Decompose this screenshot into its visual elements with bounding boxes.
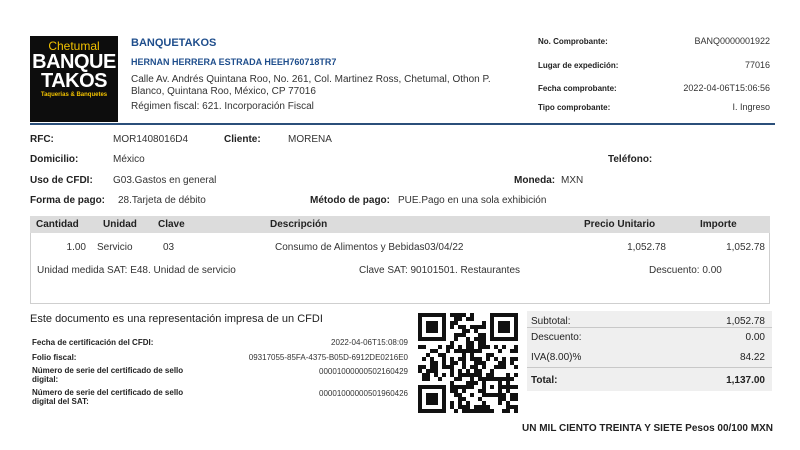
fecha-certificacion-label: Fecha de certificación del CFDI: bbox=[32, 338, 154, 347]
col-unidad: Unidad bbox=[103, 219, 137, 230]
uso-cfdi-value: G03.Gastos en general bbox=[113, 175, 217, 186]
metodo-pago-value: PUE.Pago en una sola exhibición bbox=[398, 195, 547, 206]
totals-panel bbox=[527, 311, 772, 391]
serie-sello-value: 00001000000502160429 bbox=[319, 367, 408, 376]
serie-sello-label: Número de serie del certificado de sello digital: bbox=[32, 366, 184, 384]
logo-line-2: BANQUE bbox=[32, 51, 116, 73]
metodo-pago-label: Método de pago: bbox=[310, 195, 390, 206]
iva-label: IVA(8.00)% bbox=[531, 352, 582, 363]
lugar-value: 77016 bbox=[744, 60, 770, 70]
logo-line-1: Chetumal bbox=[48, 39, 100, 53]
row-unidad-sat: Unidad medida SAT: E48. Unidad de servicio bbox=[37, 265, 236, 276]
uso-cfdi-label: Uso de CFDI: bbox=[30, 175, 93, 186]
subtotal-label: Subtotal: bbox=[531, 316, 571, 327]
domicilio-label: Domicilio: bbox=[30, 154, 79, 165]
tipo-comprobante-value: I. Ingreso bbox=[732, 102, 770, 112]
cliente-value: MORENA bbox=[288, 134, 332, 145]
col-importe: Importe bbox=[700, 219, 737, 230]
company-title: BANQUETAKOS bbox=[131, 37, 217, 49]
row-descuento: Descuento: 0.00 bbox=[649, 265, 722, 276]
subtotal-value: 1,052.78 bbox=[726, 316, 765, 327]
fecha-certificacion-value: 2022-04-06T15:08:09 bbox=[331, 338, 408, 347]
domicilio-value: México bbox=[113, 154, 145, 165]
iva-value: 84.22 bbox=[739, 352, 765, 363]
lugar-label: Lugar de expedición: bbox=[538, 61, 619, 70]
row-precio: 1,052.78 bbox=[627, 242, 666, 253]
totals-divider bbox=[527, 367, 772, 368]
row-clave: 03 bbox=[163, 242, 175, 253]
company-regimen: Régimen fiscal: 621. Incorporación Fiscal bbox=[131, 101, 314, 112]
company-logo bbox=[30, 36, 118, 122]
serie-sat-value: 00001000000501960426 bbox=[319, 389, 408, 398]
col-cantidad: Cantidad bbox=[36, 219, 79, 230]
row-descripcion: Consumo de Alimentos y Bebidas03/04/22 bbox=[275, 242, 464, 253]
col-clave: Clave bbox=[158, 219, 185, 230]
comprobante-value: BANQ0000001922 bbox=[694, 36, 770, 46]
items-table-header bbox=[30, 216, 770, 233]
folio-fiscal-label: Folio fiscal: bbox=[32, 353, 77, 362]
folio-fiscal-value: 09317055-85FA-4375-B05D-6912DE0216E0 bbox=[248, 353, 408, 362]
row-clave-sat: Clave SAT: 90101501. Restaurantes bbox=[359, 265, 521, 276]
row-importe: 1,052.78 bbox=[726, 242, 765, 253]
moneda-value: MXN bbox=[561, 175, 584, 186]
forma-pago-label: Forma de pago: bbox=[30, 195, 106, 206]
rfc-value: MOR1408016D4 bbox=[113, 134, 189, 145]
table-row bbox=[30, 233, 770, 304]
fecha-comprobante-label: Fecha comprobante: bbox=[538, 84, 617, 93]
logo-line-3: TAKOS bbox=[40, 70, 107, 92]
row-cantidad: 1.00 bbox=[66, 242, 86, 253]
row-unidad: Servicio bbox=[97, 242, 133, 253]
company-name: HERNAN HERRERA ESTRADA HEEH760718TR7 bbox=[131, 57, 337, 67]
total-value: 1,137.00 bbox=[726, 375, 765, 386]
rfc-label: RFC: bbox=[30, 134, 54, 145]
header-divider bbox=[30, 123, 775, 125]
col-descripcion: Descripción bbox=[270, 219, 328, 230]
forma-pago-value: 28.Tarjeta de débito bbox=[118, 195, 206, 206]
cliente-label: Cliente: bbox=[224, 134, 261, 145]
totals-divider bbox=[527, 327, 772, 328]
logo-line-4: Taquerias & Banquetes bbox=[40, 92, 108, 98]
cfdi-note: Este documento es una representación impresa de un CFDI bbox=[30, 313, 323, 325]
serie-sat-label: Número de serie del certificado de sello digital del SAT: bbox=[32, 388, 184, 406]
col-precio-unitario: Precio Unitario bbox=[584, 219, 656, 230]
fecha-comprobante-value: 2022-04-06T15:06:56 bbox=[683, 83, 770, 93]
comprobante-label: No. Comprobante: bbox=[538, 37, 608, 46]
amount-in-words: UN MIL CIENTO TREINTA Y SIETE Pesos 00/100 MXN bbox=[522, 423, 773, 434]
company-address: Calle Av. Andrés Quintana Roo, No. 261, Col. Martinez Ross, Chetumal, Othon P. Blanco, Quintana Roo, México, CP 77016 bbox=[131, 74, 491, 97]
total-label: Total: bbox=[531, 375, 558, 386]
descuento-label: Descuento: bbox=[531, 332, 582, 343]
moneda-label: Moneda: bbox=[514, 175, 556, 186]
telefono-label: Teléfono: bbox=[608, 154, 653, 165]
tipo-comprobante-label: Tipo comprobante: bbox=[538, 103, 611, 112]
qr-code bbox=[418, 313, 518, 413]
descuento-value: 0.00 bbox=[745, 332, 765, 343]
